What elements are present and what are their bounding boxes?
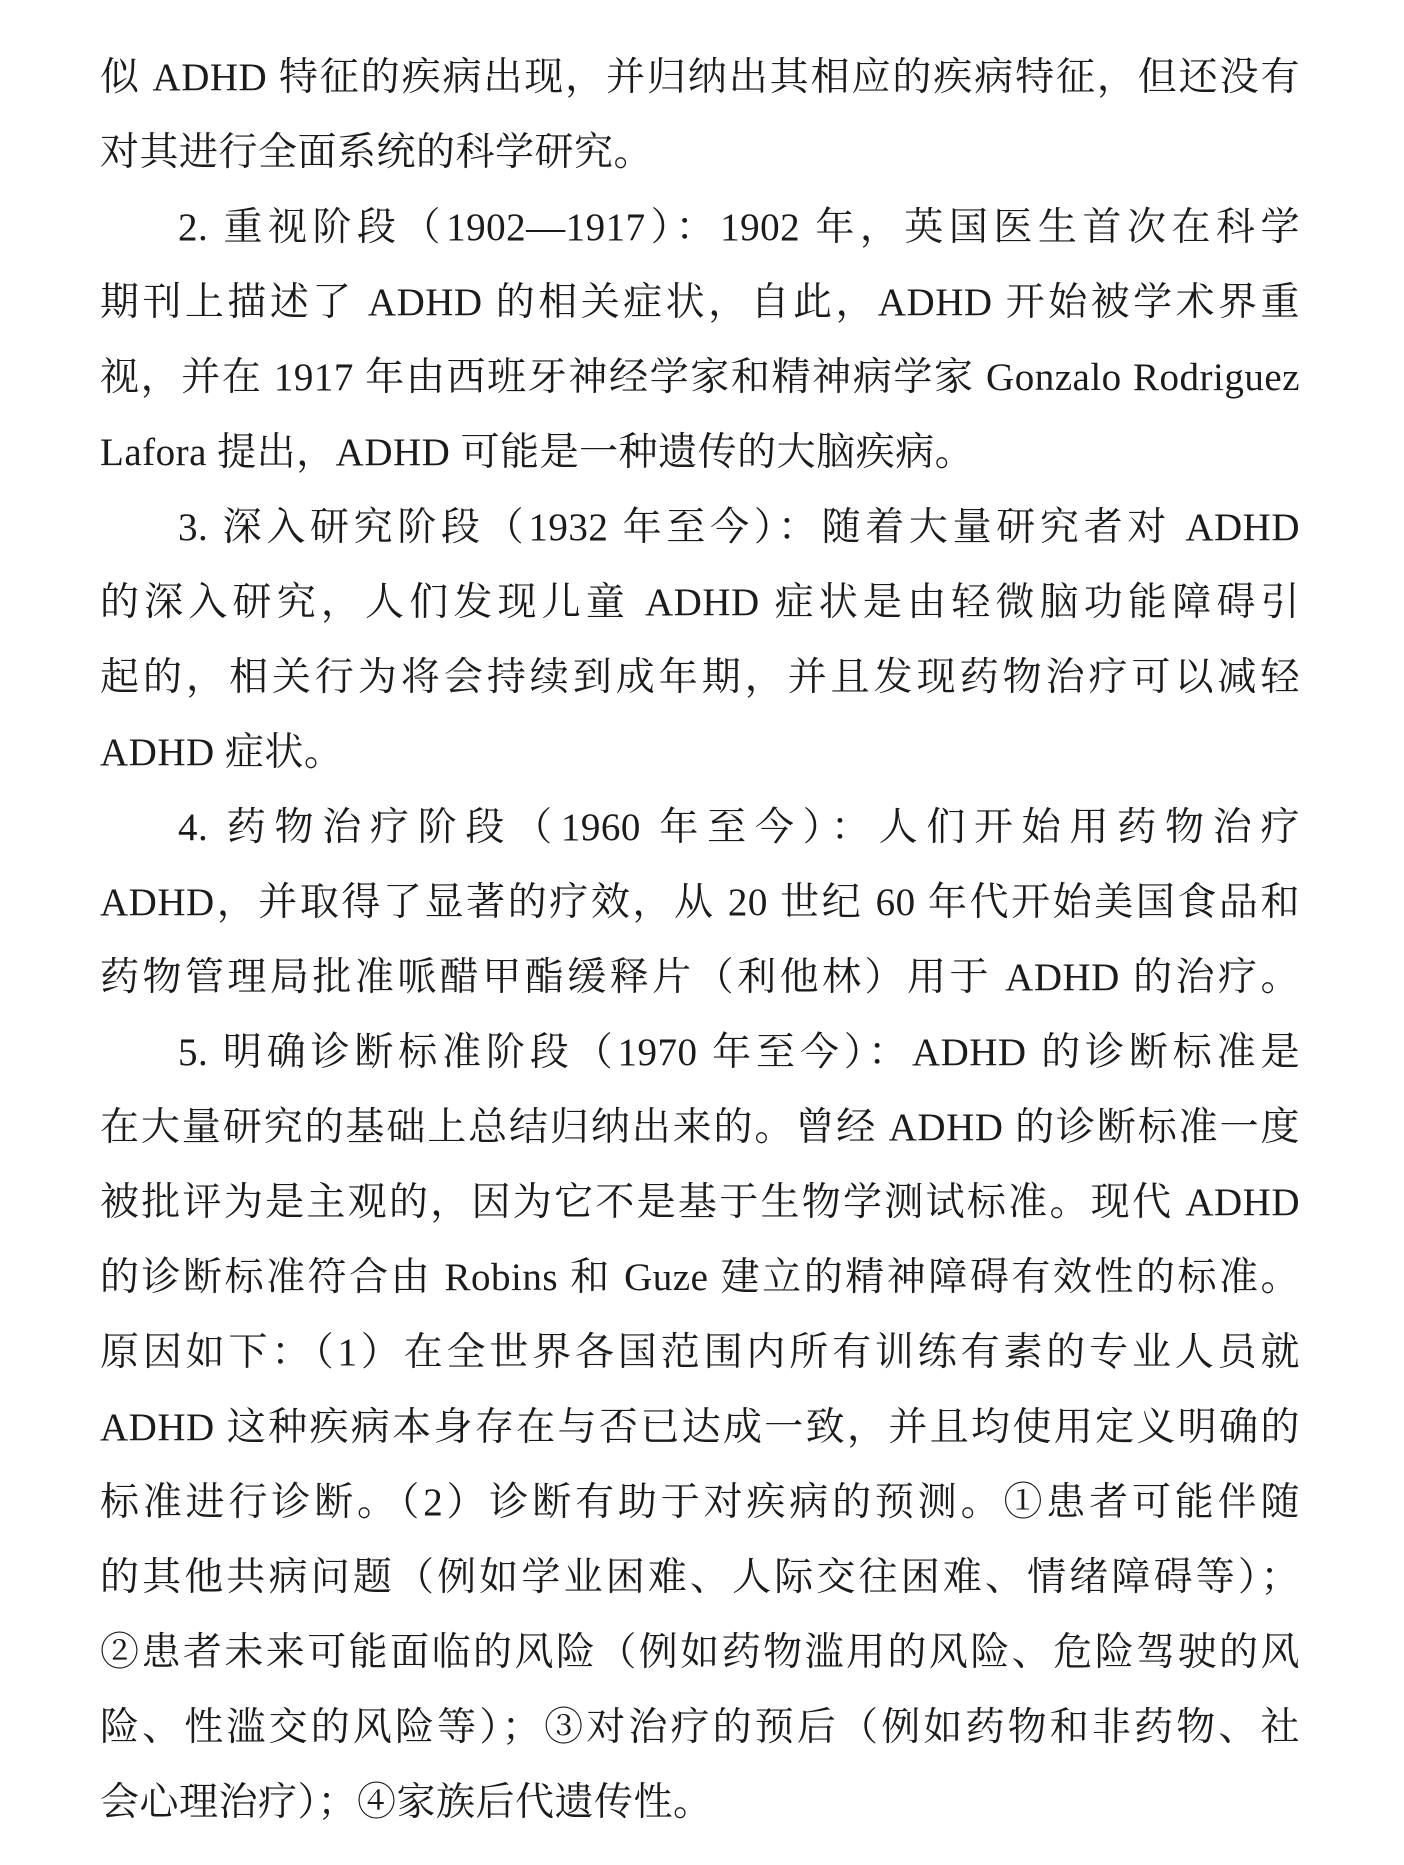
text-line: ②患者未来可能面临的风险（例如药物滥用的风险、危险驾驶的风 — [100, 1631, 1300, 1674]
text-line: 3. 深入研究阶段（1932 年至今）：随着大量研究者对 ADHD — [178, 506, 1300, 549]
text-line: 被批评为是主观的，因为它不是基于生物学测试标准。现代 ADHD — [100, 1181, 1300, 1224]
text-line: 视，并在 1917 年由西班牙神经学家和精神病学家 Gonzalo Rodriguez — [100, 356, 1300, 399]
text-line: ADHD，并取得了显著的疗效，从 20 世纪 60 年代开始美国食品和 — [100, 881, 1300, 924]
text-line: 5. 明确诊断标准阶段（1970 年至今）：ADHD 的诊断标准是 — [178, 1031, 1300, 1074]
text-line: 的其他共病问题（例如学业困难、人际交往困难、情绪障碍等）； — [100, 1556, 1300, 1599]
text-line: 的深入研究，人们发现儿童 ADHD 症状是由轻微脑功能障碍引 — [100, 581, 1300, 624]
text-line: 2. 重视阶段（1902—1917）：1902 年，英国医生首次在科学 — [178, 206, 1300, 249]
text-line: ADHD 这种疾病本身存在与否已达成一致，并且均使用定义明确的 — [100, 1406, 1300, 1449]
text-line: 起的，相关行为将会持续到成年期，并且发现药物治疗可以减轻 — [100, 656, 1300, 699]
text-line: 原因如下：（1）在全世界各国范围内所有训练有素的专业人员就 — [100, 1331, 1300, 1374]
text-line: 对其进行全面系统的科学研究。 — [100, 131, 654, 174]
text-line: ADHD 症状。 — [100, 731, 344, 774]
text-line: 会心理治疗）；④家族后代遗传性。 — [100, 1781, 713, 1824]
text-line: 期刊上描述了 ADHD 的相关症状，自此，ADHD 开始被学术界重 — [100, 281, 1300, 324]
text-line: 4. 药物治疗阶段（1960 年至今）：人们开始用药物治疗 — [178, 806, 1300, 849]
text-line: 标准进行诊断。（2）诊断有助于对疾病的预测。①患者可能伴随 — [100, 1481, 1300, 1524]
text-line: 药物管理局批准哌醋甲酯缓释片（利他林）用于 ADHD 的治疗。 — [100, 956, 1300, 999]
text-line: 在大量研究的基础上总结归纳出来的。曾经 ADHD 的诊断标准一度 — [100, 1106, 1300, 1149]
text-line: 险、性滥交的风险等）；③对治疗的预后（例如药物和非药物、社 — [100, 1706, 1300, 1749]
text-line: Lafora 提出，ADHD 可能是一种遗传的大脑疾病。 — [100, 431, 975, 474]
text-line: 似 ADHD 特征的疾病出现，并归纳出其相应的疾病特征，但还没有 — [100, 56, 1300, 99]
text-line: 的诊断标准符合由 Robins 和 Guze 建立的精神障碍有效性的标准。 — [100, 1256, 1300, 1299]
